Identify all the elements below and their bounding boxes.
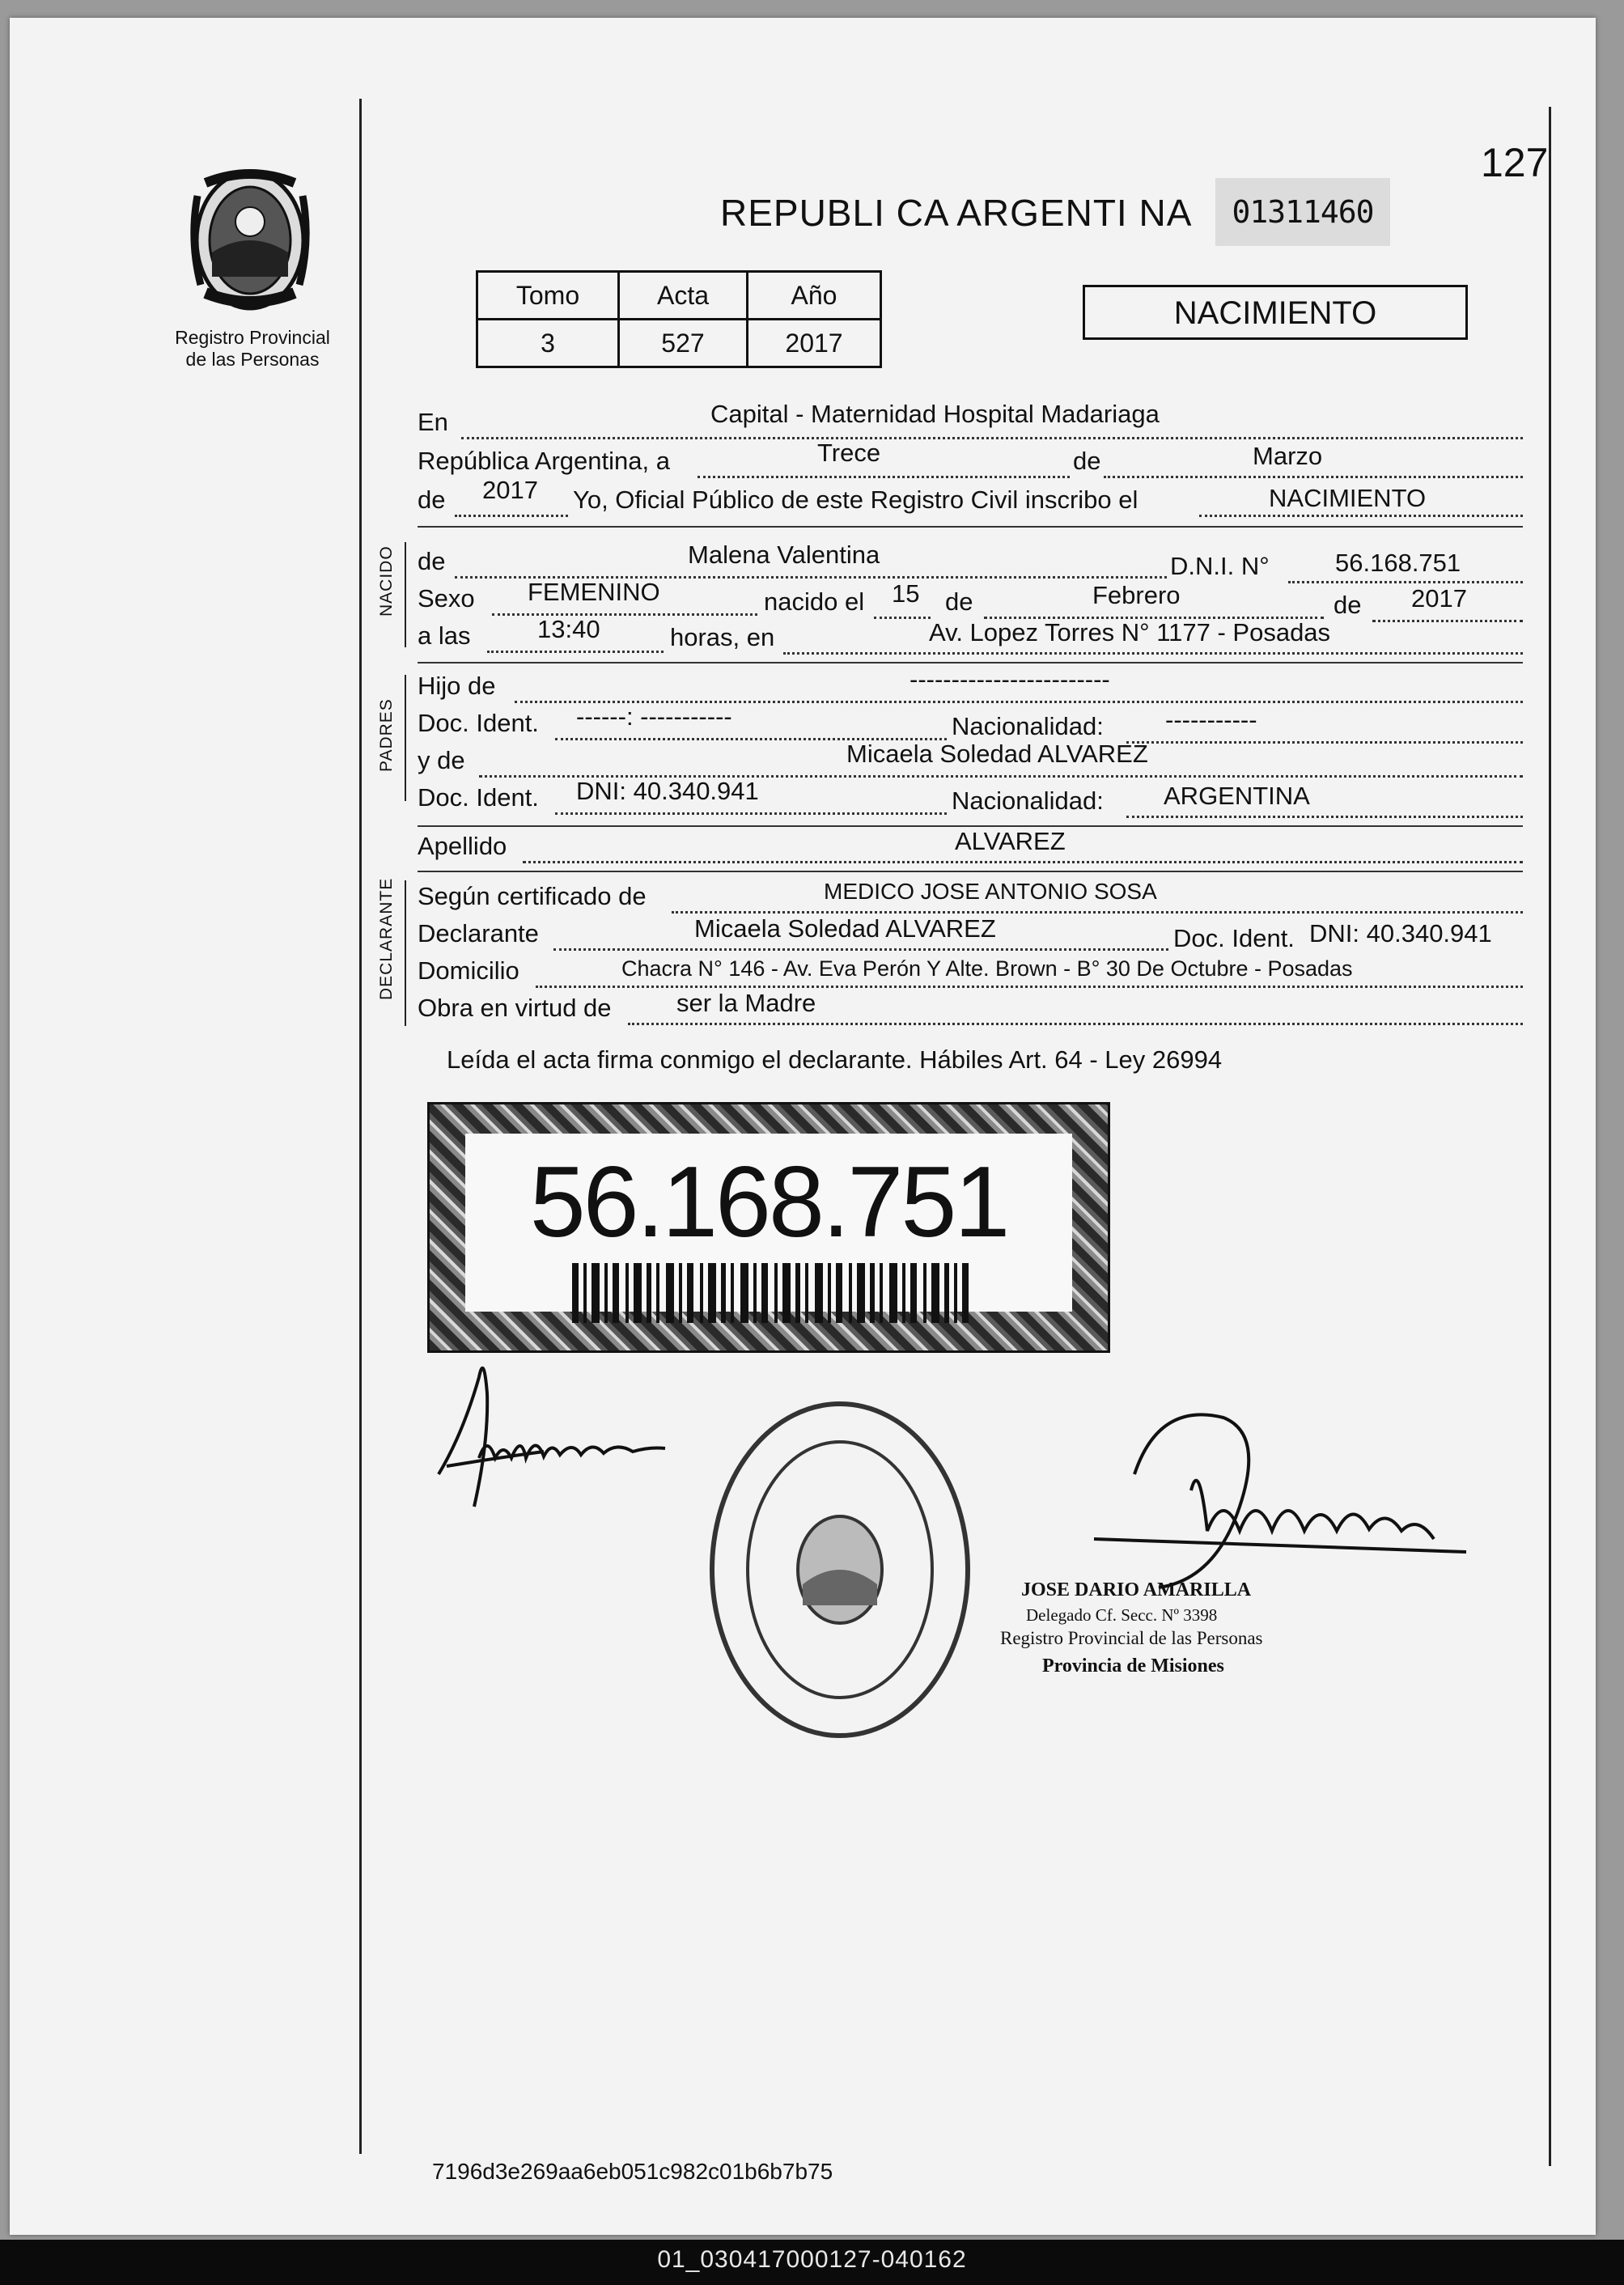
closing-statement: Leída el acta firma conmigo el declarante. Hábiles Art. 64 - Ley 26994 xyxy=(447,1045,1223,1074)
dots-lugar-nac xyxy=(783,652,1523,655)
dots-apellido xyxy=(523,861,1523,863)
label-doc-ident-madre: Doc. Ident. xyxy=(418,783,539,812)
dots-anio xyxy=(455,515,568,517)
official-seal xyxy=(702,1393,977,1749)
left-margin-line xyxy=(359,99,362,2154)
dots-obra xyxy=(628,1023,1523,1025)
file-id: 01_030417000127-040162 xyxy=(657,2246,967,2273)
registry-table xyxy=(476,270,882,368)
label-nacionalidad: Nacionalidad: xyxy=(952,712,1104,740)
value-lugar-nac: Av. Lopez Torres N° 1177 - Posadas xyxy=(929,618,1331,646)
value-nac-anio: 2017 xyxy=(1411,584,1467,613)
dots-dni xyxy=(1288,581,1523,583)
document-title: REPUBLI CA ARGENTI NA xyxy=(720,192,1193,234)
label-de: de xyxy=(1073,447,1101,475)
registry-value-tomo: 3 xyxy=(477,320,619,367)
dots-madre-nac xyxy=(1126,816,1523,818)
dots-nac-dia xyxy=(874,617,931,619)
value-mes: Marzo xyxy=(1253,442,1323,470)
dots-dia xyxy=(698,476,1070,478)
official-province: Provincia de Misiones xyxy=(1042,1655,1224,1677)
barcode-panel xyxy=(465,1134,1072,1312)
value-padre-doc: ------: ----------- xyxy=(576,702,732,731)
declarante-signature xyxy=(430,1345,706,1523)
label-en: En xyxy=(418,408,448,436)
registry-header-acta: Acta xyxy=(619,272,748,320)
dots-sexo xyxy=(492,613,757,616)
provincia-misiones-logo xyxy=(181,163,319,317)
value-tipo: NACIMIENTO xyxy=(1269,484,1427,512)
label-segun-certificado: Según certificado de xyxy=(418,882,647,910)
label-de-mes: de xyxy=(945,587,973,616)
label-de-nombre: de xyxy=(418,547,446,575)
value-dia: Trece xyxy=(817,439,881,467)
official-name: JOSE DARIO AMARILLA xyxy=(1021,1579,1252,1600)
logo-caption xyxy=(155,327,350,371)
label-yo-oficial: Yo, Oficial Público de este Registro Civil inscribo el xyxy=(573,485,1138,514)
value-padre-nac: ----------- xyxy=(1165,706,1257,734)
official-organization: Registro Provincial de las Personas xyxy=(1000,1628,1263,1648)
label-sexo: Sexo xyxy=(418,584,475,613)
value-madre-doc: DNI: 40.340.941 xyxy=(576,777,759,805)
side-label-declarante: DECLARANTE xyxy=(377,877,396,1000)
divider-2 xyxy=(418,662,1523,663)
value-nac-mes: Febrero xyxy=(1092,581,1181,609)
value-dni: 56.168.751 xyxy=(1335,549,1461,577)
label-horas-en: horas, en xyxy=(670,623,775,651)
right-margin-line xyxy=(1549,107,1551,2166)
label-nacido-el: nacido el xyxy=(764,587,865,616)
value-padre: ------------------------ xyxy=(910,665,1110,693)
page-number: 127 xyxy=(1481,140,1549,185)
registry-header-anio: Año xyxy=(748,272,881,320)
label-de-anio-nac: de xyxy=(1334,591,1362,619)
label-declarante: Declarante xyxy=(418,919,539,947)
label-doc-ident: Doc. Ident. xyxy=(418,709,539,737)
value-hora: 13:40 xyxy=(537,615,600,643)
official-role: Delegado Cf. Secc. Nº 3398 xyxy=(1026,1605,1218,1625)
label-y-de: y de xyxy=(418,746,465,774)
document-page xyxy=(10,18,1596,2235)
value-nac-dia: 15 xyxy=(892,579,920,608)
dots-declarante xyxy=(553,948,1168,951)
divider-1 xyxy=(418,526,1523,528)
dots-tipo xyxy=(1199,515,1523,517)
dots-nac-anio xyxy=(1372,620,1523,622)
value-declarante: Micaela Soledad ALVAREZ xyxy=(694,914,996,943)
label-de-anio: de xyxy=(418,485,446,514)
dots-domicilio xyxy=(536,986,1523,988)
label-doc-ident-declarante: Doc. Ident. xyxy=(1173,924,1295,952)
value-apellido: ALVAREZ xyxy=(955,827,1066,855)
document-type-box: NACIMIENTO xyxy=(1083,285,1468,340)
document-hash: 7196d3e269aa6eb051c982c01b6b7b75 xyxy=(432,2159,833,2184)
label-republica-a: República Argentina, a xyxy=(418,447,670,475)
label-obra: Obra en virtud de xyxy=(418,994,612,1022)
label-dni: D.N.I. N° xyxy=(1170,552,1270,580)
serial-number: 01311460 xyxy=(1215,178,1390,246)
declarante-bracket xyxy=(405,880,406,1026)
value-sexo: FEMENINO xyxy=(528,578,660,606)
value-lugar: Capital - Maternidad Hospital Madariaga xyxy=(710,400,1160,428)
value-certificado: MEDICO JOSE ANTONIO SOSA xyxy=(824,879,1157,904)
label-hijo-de: Hijo de xyxy=(418,672,496,700)
label-nacionalidad-madre: Nacionalidad: xyxy=(952,786,1104,815)
dots-mes xyxy=(1104,476,1523,478)
dots-lugar xyxy=(461,437,1523,439)
dots-certificado xyxy=(672,911,1523,914)
registry-value-anio: 2017 xyxy=(748,320,881,367)
dots-padre-nac xyxy=(1126,741,1523,744)
registry-header-tomo: Tomo xyxy=(477,272,619,320)
value-declarante-doc: DNI: 40.340.941 xyxy=(1309,919,1492,947)
nacido-bracket xyxy=(405,542,406,647)
value-nombre: Malena Valentina xyxy=(688,541,880,569)
label-domicilio: Domicilio xyxy=(418,956,519,985)
logo-caption-line2: de las Personas xyxy=(185,349,320,370)
label-apellido: Apellido xyxy=(418,832,507,860)
dni-barcode-label xyxy=(427,1102,1110,1353)
registry-value-row xyxy=(477,320,881,367)
barcode-bars xyxy=(572,1263,969,1323)
value-madre-nac: ARGENTINA xyxy=(1164,782,1310,810)
file-id-bar xyxy=(0,2240,1624,2285)
barcode-number: 56.168.751 xyxy=(529,1147,1008,1258)
value-domicilio: Chacra N° 146 - Av. Eva Perón Y Alte. Brown - B° 30 De Octubre - Posadas xyxy=(621,956,1353,981)
logo-caption-line1: Registro Provincial xyxy=(175,327,330,348)
side-label-nacido: NACIDO xyxy=(377,545,396,617)
padres-bracket xyxy=(405,675,406,801)
dots-hora xyxy=(487,651,664,653)
value-madre: Micaela Soledad ALVAREZ xyxy=(846,740,1148,768)
dots-madre-doc xyxy=(555,812,947,815)
side-label-padres: PADRES xyxy=(377,698,396,772)
registry-value-acta: 527 xyxy=(619,320,748,367)
label-a-las: a las xyxy=(418,621,471,650)
divider-4 xyxy=(418,871,1523,872)
value-anio: 2017 xyxy=(482,476,538,504)
registry-header-row xyxy=(477,272,881,320)
value-obra: ser la Madre xyxy=(676,989,816,1017)
